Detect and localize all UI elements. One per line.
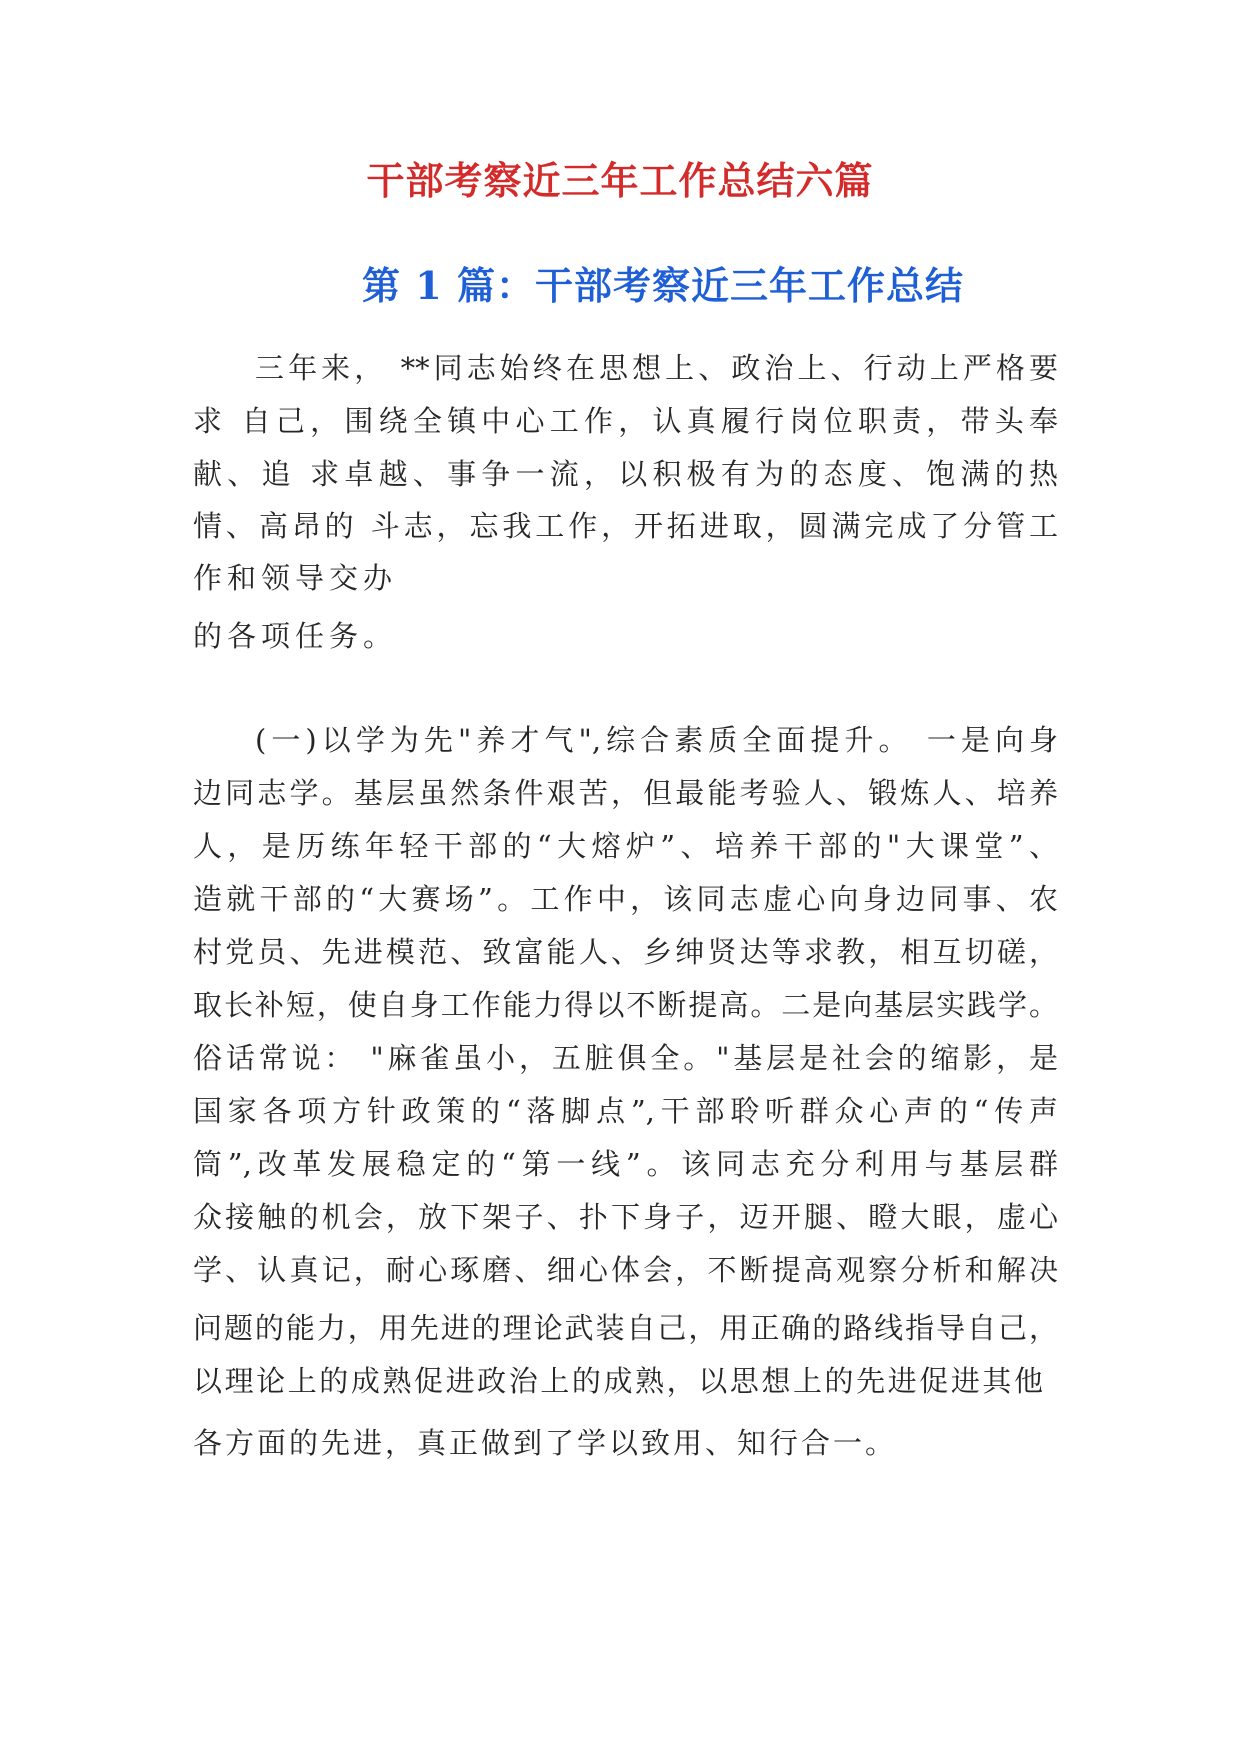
paragraph-2-line: 村党员、先进模范、致富能人、乡绅贤达等求教，相互切磋， [193,935,1058,969]
document-title: 干部考察近三年工作总结六篇 [366,158,874,203]
paragraph-2-line: 学、认真记，耐心琢磨、细心体会，不断提高观察分析和解决 [193,1253,1058,1287]
paragraph-2-line: 以理论上的成熟促进政治上的成熟，以思想上的先进促进其他 [193,1364,1043,1398]
paragraph-2-line: 众接触的机会，放下架子、扑下身子，迈开腿、瞪大眼，虚心 [193,1200,1058,1234]
paragraph-2-line: 问题的能力，用先进的理论武装自己，用正确的路线指导自己， [193,1311,1058,1345]
paragraph-2-line: 人，是历练年轻干部的“大熔炉”、培养干部的"大课堂”、 [193,829,1058,863]
paragraph-2-line: 造就干部的“大赛场”。工作中，该同志虚心向身边同事、农 [193,882,1058,916]
paragraph-1-line: 的各项任务。 [193,619,398,653]
paragraph-1-line: 情、高昂的 斗志，忘我工作，开拓进取，圆满完成了分管工 [193,509,1058,543]
paragraph-1-line: 三年来， **同志始终在思想上、政治上、行动上严格要 [255,351,1058,385]
paragraph-2-line: 俗话常说： "麻雀虽小，五脏俱全。"基层是社会的缩影，是 [193,1041,1058,1075]
document-subtitle: 第 1 篇：干部考察近三年工作总结 [362,263,964,308]
paragraph-1-line: 献、追 求卓越、事争一流，以积极有为的态度、饱满的热 [193,457,1058,491]
paragraph-2-line: 国家各项方针政策的“落脚点”,干部聆听群众心声的“传声 [193,1094,1058,1128]
paragraph-1-line: 求 自己，围绕全镇中心工作，认真履行岗位职责，带头奉 [193,404,1058,438]
paragraph-2-line: (一)以学为先"养才气",综合素质全面提升。 一是向身 [255,723,1058,757]
paragraph-2-line: 筒”,改革发展稳定的“第一线”。该同志充分利用与基层群 [193,1147,1058,1181]
paragraph-1-line: 作和领导交办 [193,561,398,595]
paragraph-2-line: 边同志学。基层虽然条件艰苦，但最能考验人、锻炼人、培养 [193,776,1058,810]
paragraph-2-line: 各方面的先进，真正做到了学以致用、知行合一。 [193,1426,898,1460]
paragraph-2-line: 取长补短，使自身工作能力得以不断提高。二是向基层实践学。 [193,988,1058,1022]
